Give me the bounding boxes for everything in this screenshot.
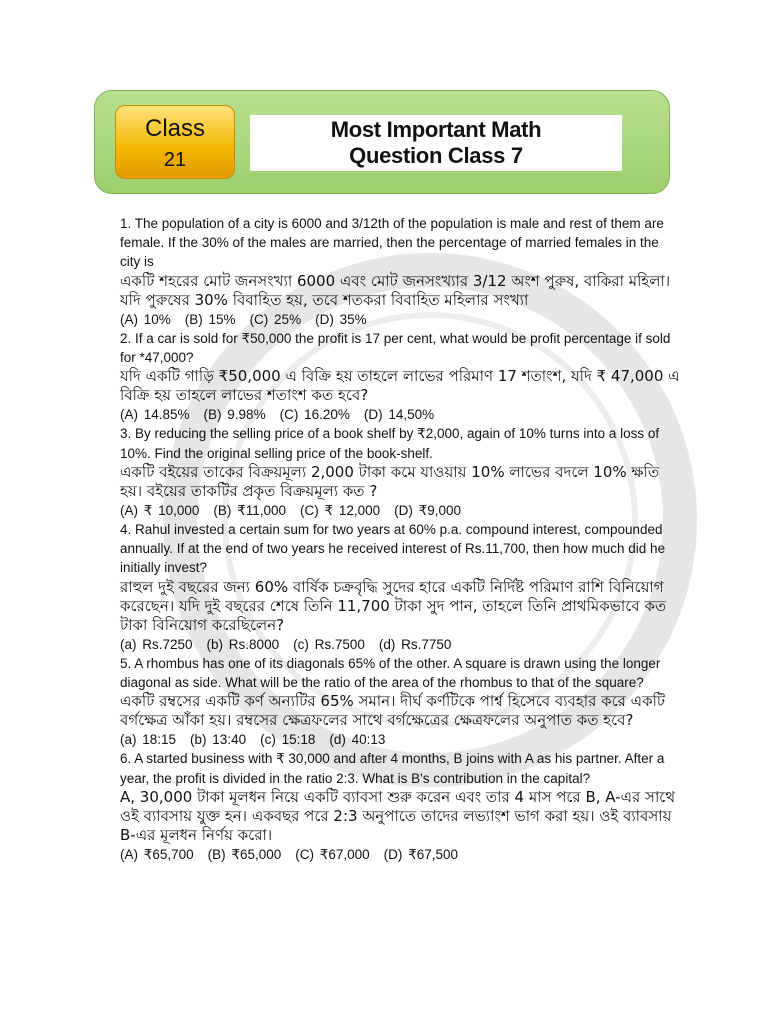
class-number: 21 [163,149,187,171]
question-item [120,214,680,329]
option: (A) ₹ 10,000 [120,502,200,518]
question-bengali: একটি শহরের মোট জনসংখ্যা 6000 এবং মোট জনসংখ্যার 3/12 অংশ পুরুষ, বাকিরা মহিলা। যদি পুরুষের 30% বিবাহিত হয়, তবে শতকরা বিবাহিত মহিলার সংখ্যা [120,271,671,309]
question-english: 2. If a car is sold for ₹50,000 the profit is 17 per cent, what would be profit percentage if sold for *47,000? [120,330,671,366]
option: (D) 35% [315,311,367,327]
option: (B) 15% [184,311,236,327]
option: (b) Rs.8000 [206,636,280,652]
title-line-2: Question Class 7 [349,143,523,168]
question-bengali: রাহুল দুই বছরের জন্য 60% বার্ষিক চক্রবৃদ্ধি সুদের হারে একটি নির্দিষ্ট পরিমাণ রাশি বিনিয়োগ করেছেন। যদি দুই বছরের শেষে তিনি 11,700 টাকা সুদ পান, তাহলে তিনি প্রাথমিকভাবে কত টাকা বিনিয়োগ করেছিলেন? [120,577,667,634]
header-banner [94,90,670,194]
option: (b) 13:40 [190,732,247,748]
question-item [120,424,680,520]
question-options [120,845,680,864]
option: (B) 9.98% [203,407,266,423]
option: (A) 10% [120,311,171,327]
class-badge [115,105,235,179]
question-item [120,329,680,425]
option: (C) 16.20% [279,407,350,423]
question-options [120,730,680,749]
question-english: 6. A started business with ₹ 30,000 and after 4 months, B joins with A as his partner. After a year, the profit is divided in the ratio 2:3. What is B's contribution in the capital? [120,751,665,786]
option: (c) Rs.7500 [293,636,365,652]
option: (d) 40:13 [329,732,386,748]
option: (A) ₹65,700 [120,846,194,862]
question-english: 1. The population of a city is 6000 and 3/12th of the population is male and rest of them are female. If the 30% of the males are married, then the percentage of married females in the city is [120,216,664,270]
question-bengali: একটি বইয়ের তাকের বিক্রয়মূল্য 2,000 টাকা কমে যাওয়ায় 10% লাভের বদলে 10% ক্ষতি হয়। বইয়ের তাকটির প্রকৃত বিক্রয়মূল্য কত ? [120,462,660,500]
question-options [120,501,680,520]
option: (C) ₹ 12,000 [300,502,381,518]
question-list [120,214,680,864]
title-line-1: Most Important Math [330,117,542,142]
class-word: Class [144,115,205,142]
question-english: 5. A rhombus has one of its diagonals 65% of the other. A square is drawn using the longer diagonal as side. What will be the ratio of the area of the rhombus to that of the square? [120,655,661,691]
question-bengali: যদি একটি গাড়ি ₹50,000 এ বিক্রি হয় তাহলে লাভের পরিমাণ 17 শতাংশ, যদি ₹ 47,000 এ বিক্রি হয় তাহলে লাভের শতাংশ কত হবে? [120,367,680,405]
question-options [120,405,680,424]
option: (C) 25% [249,311,302,327]
option: (D) ₹9,000 [394,502,462,518]
option: (D) 14,50% [363,407,435,423]
option: (C) ₹67,000 [295,846,370,862]
question-item [120,749,680,864]
question-item [120,654,680,750]
question-english: 3. By reducing the selling price of a book shelf by ₹2,000, again of 10% turns into a loss of 10%. Find the original selling price of the book-shelf. [120,426,660,461]
question-english: 4. Rahul invested a certain sum for two years at 60% p.a. compound interest, compounded annually. If at the end of two years he received interest of Rs.11,700, then how much did he initially invest? [120,522,666,576]
page-title [250,115,622,171]
option: (B) ₹65,000 [207,846,282,862]
option: (d) Rs.7750 [378,636,452,652]
question-options [120,635,680,654]
option: (D) ₹67,500 [383,846,459,862]
option: (A) 14.85% [120,407,190,423]
question-bengali: A, 30,000 টাকা মূলধন নিয়ে একটি ব্যাবসা শুরু করেন এবং তার 4 মাস পরে B, A-এর সাথে ওই ব্যাবসায় যুক্ত হন। একবছর পরে 2:3 অনুপাতে তাদের লভ্যাংশ ভাগ করা হয়। ওই ব্যাবসায় B-এর মূলধন নির্ণয় করো। [120,787,676,844]
question-options [120,310,680,329]
question-item [120,520,680,654]
option: (B) ₹11,000 [213,502,287,518]
option: (a) 18:15 [120,732,177,748]
option: (c) 15:18 [260,732,316,748]
question-bengali: একটি রম্বসের একটি কর্ণ অন্যটির 65% সমান। দীর্ঘ কর্ণটিকে পার্শ্ব হিসেবে ব্যবহার করে একটি বর্গক্ষেত্র আঁকা হয়। রম্বসের ক্ষেত্রফলের সাথে বর্গক্ষেত্রের ক্ষেত্রফলের অনুপাত কত হবে? [120,692,666,730]
option: (a) Rs.7250 [120,636,193,652]
